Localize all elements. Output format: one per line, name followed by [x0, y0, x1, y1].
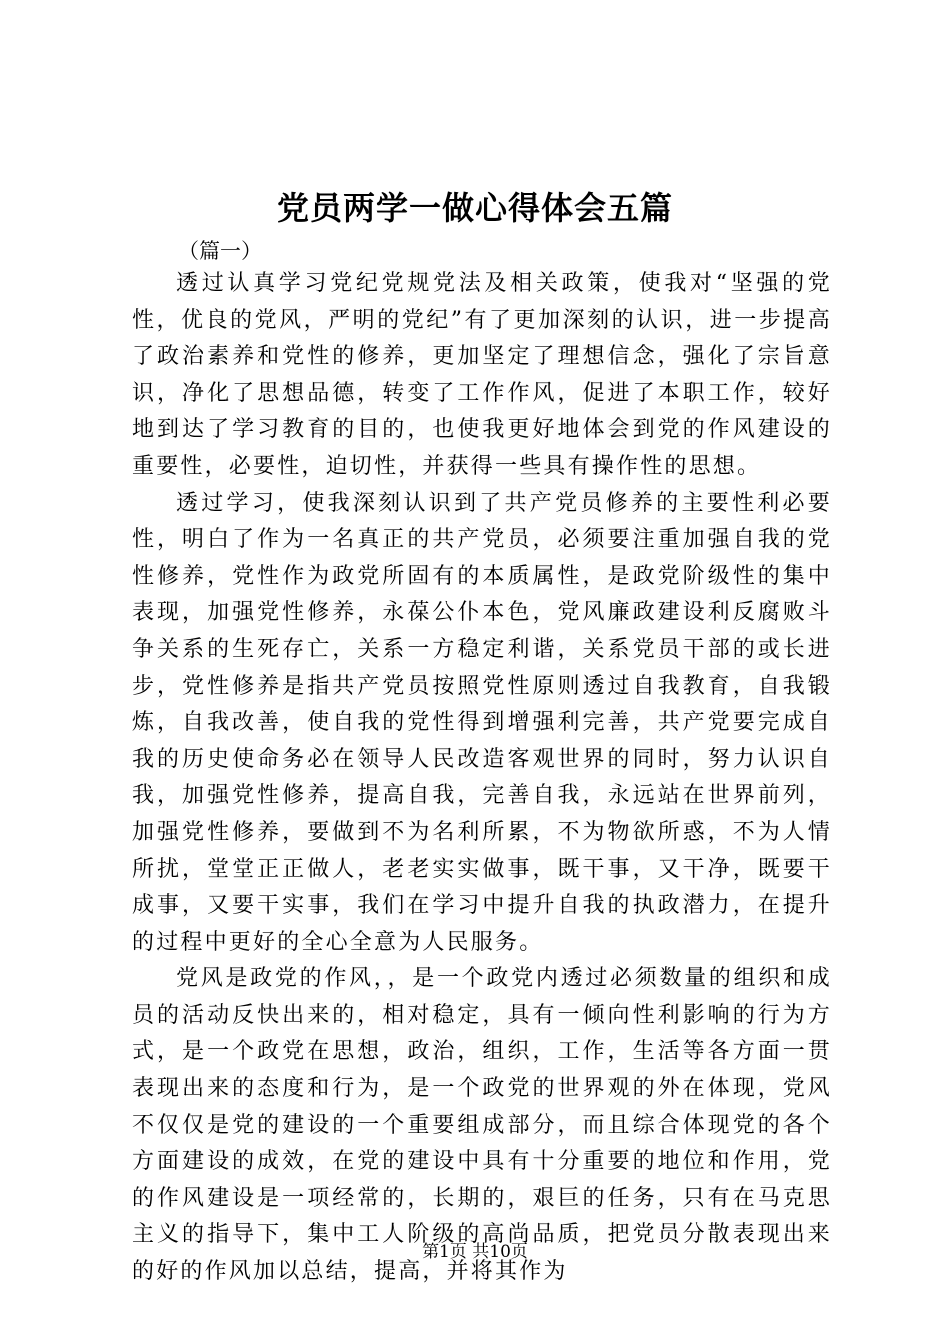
- page-footer: 第1页 共10页: [422, 1242, 528, 1262]
- document-title: 党员两学一做心得体会五篇: [276, 189, 673, 227]
- paragraph: 党风是政党的作风，，是一个政党内透过必须数量的组织和成员的活动反快出来的，相对稳定，具有一倾向性利影响的行为方式，是一个政党在思想，政治，组织，工作，生活等各方面一贯表现出来的态度和行为，是一个政党的世界观的外在体现，党风不仅仅是党的建设的一个重要组成部分，而且综合体现党的各个方面建设的成效，在党的建设中具有十分重要的地位和作用，党的作风建设是一项经常的，长期的，艰巨的任务，只有在马克思主义的指导下，集中工人阶级的高尚品质，把党员分散表现出来的好的作风加以总结，提高，并将其作为: [132, 966, 832, 1285]
- paragraph: 透过学习，使我深刻认识到了共产党员修养的主要性利必要性，明白了作为一名真正的共产党员，必须要注重加强自我的党性修养，党性作为政党所固有的本质属性，是政党阶级性的集中表现，加强党性修养，永葆公仆本色，党风廉政建设利反腐败斗争关系的生死存亡，关系一方稳定利谐，关系党员干部的或长进步，党性修养是指共产党员按照党性原则透过自我教育，自我锻炼，自我改善，使自我的党性得到增强利完善，共产党要完成自我的历史使命务必在领导人民改造客观世界的同时，努力认识自我，加强党性修养，提高自我，完善自我，永远站在世界前列，加强党性修养，要做到不为名利所累，不为物欲所惑，不为人情所扰，堂堂正正做人，老老实实做事，既干事，又干净，既要干成事，又要干实事，我们在学习中提升自我的执政潜力，在提升的过程中更好的全心全意为人民服务。: [132, 490, 832, 955]
- section-label: （篇一）: [178, 239, 262, 263]
- paragraph: 透过认真学习党纪党规党法及相关政策，使我对“坚强的党性，优良的党风，严明的党纪”有了更加深刻的认识，进一步提高了政治素养和党性的修养，更加坚定了理想信念，强化了宗旨意识，净化了思想品德，转变了工作作风，促进了本职工作，较好地到达了学习教育的目的，也使我更好地体会到党的作风建设的重要性，必要性，迫切性，并获得一些具有操作性的思想。: [132, 271, 832, 479]
- document-body: [132, 266, 832, 1291]
